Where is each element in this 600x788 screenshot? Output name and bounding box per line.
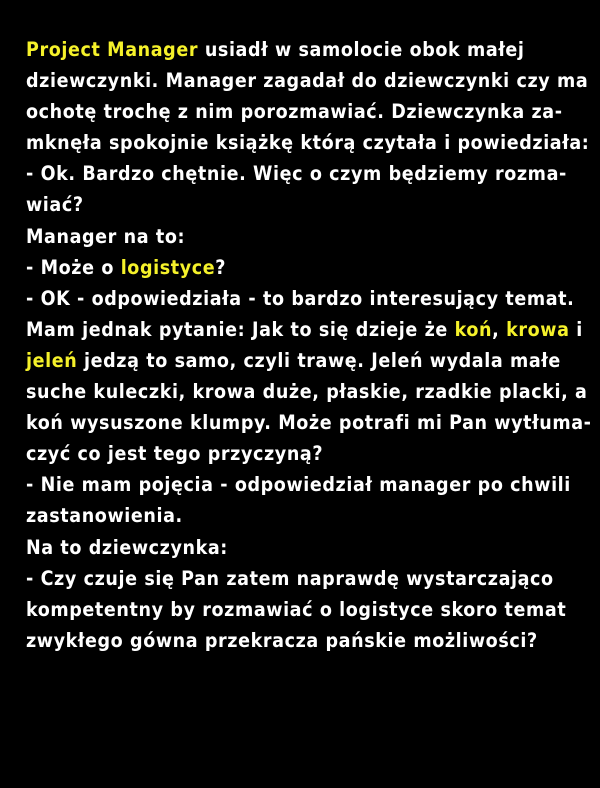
text-line: mknęła spokojnie książkę którą czytała i powiedziała: — [26, 131, 590, 155]
text-line — [26, 34, 600, 65]
text-line: zastanowienia. — [26, 504, 183, 528]
text-fragment: - Może o — [26, 255, 121, 279]
text-line: - Ok. Bardzo chętnie. Więc o czym będziemy rozma- — [26, 162, 567, 186]
highlight-project-manager: Project Manager — [26, 38, 199, 61]
text-line: Manager na to: — [26, 224, 186, 248]
text-line — [26, 345, 600, 376]
text-fragment: Mam jednak pytanie: Jak to się dzieje że — [26, 317, 455, 341]
text-line: Na to dziewczynka: — [26, 535, 228, 559]
text-line: koń wysuszone klumpy. Może potrafi mi Pan wytłuma- — [26, 411, 592, 435]
highlight-krowa: krowa — [506, 317, 570, 341]
text-line: - Nie mam pojęcia - odpowiedział manager po chwili — [26, 473, 571, 497]
text-line: ochotę trochę z nim porozmawiać. Dziewczynka za- — [26, 100, 563, 124]
text-line — [26, 314, 600, 345]
text-line: - OK - odpowiedziała - to bardzo interesujący temat. — [26, 286, 575, 310]
text-line: - Czy czuje się Pan zatem naprawdę wystarczająco — [26, 566, 554, 590]
text-fragment: jedzą to samo, czyli trawę. Jeleń wydala małe — [77, 348, 561, 372]
text-line: kompetentny by rozmawiać o logistyce skoro temat — [26, 597, 567, 621]
joke-text — [26, 34, 600, 656]
text-line: wiać? — [26, 193, 84, 217]
text-line: suche kuleczki, krowa duże, płaskie, rzadkie placki, a — [26, 380, 588, 404]
text-fragment: , — [492, 317, 507, 341]
text-line: czyć co jest tego przyczyną? — [26, 442, 324, 466]
highlight-logistyce: logistyce — [120, 255, 216, 279]
text-line — [26, 252, 600, 283]
text-fragment: i — [569, 317, 583, 341]
highlight-kon: koń — [454, 317, 493, 341]
text-fragment: ? — [215, 255, 227, 279]
text-line: dziewczynki. Manager zagadał do dziewczynki czy ma — [26, 69, 589, 93]
text-line: zwykłego gówna przekracza pańskie możliwości? — [26, 628, 538, 652]
highlight-jelen: jeleń — [26, 348, 78, 372]
text-fragment: usiadł w samolocie obok małej — [198, 38, 525, 61]
